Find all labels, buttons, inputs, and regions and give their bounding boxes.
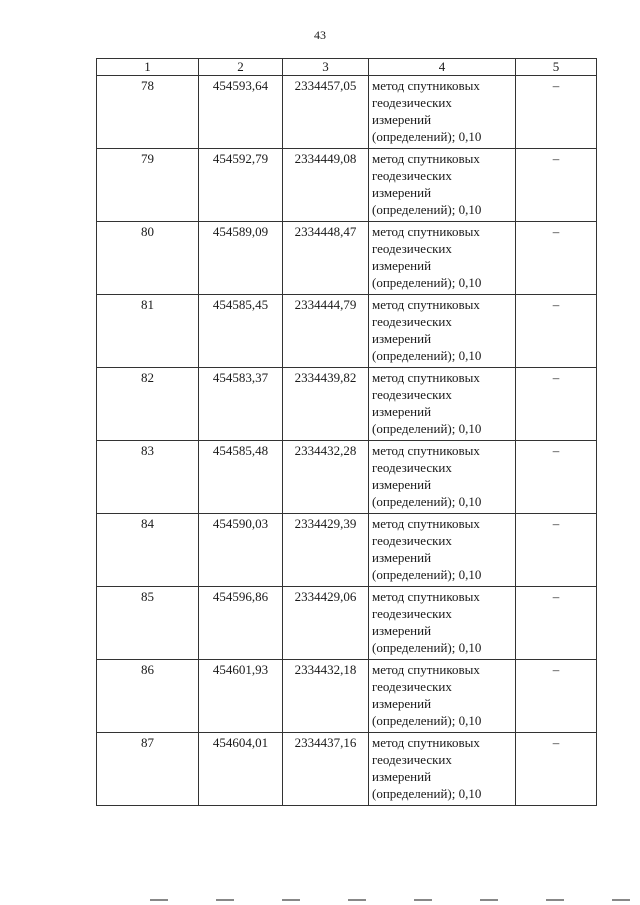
- method-line: (определений); 0,10: [372, 640, 482, 655]
- point-number: 80: [97, 222, 199, 295]
- coordinate-x: 454585,45: [199, 295, 283, 368]
- coordinate-x: 454592,79: [199, 149, 283, 222]
- method-line: измерений: [372, 769, 432, 784]
- table-body: [97, 76, 597, 806]
- method-line: (определений); 0,10: [372, 129, 482, 144]
- table-row: [97, 368, 597, 441]
- method-line: метод спутниковых: [372, 224, 480, 239]
- table-row: [97, 660, 597, 733]
- coordinate-x: 454604,01: [199, 733, 283, 806]
- table-row: [97, 441, 597, 514]
- method-line: измерений: [372, 696, 432, 711]
- column-header-4: 4: [369, 59, 516, 76]
- method-line: геодезических: [372, 241, 452, 256]
- edge-mark: [414, 899, 432, 901]
- method-line: геодезических: [372, 679, 452, 694]
- method-line: метод спутниковых: [372, 589, 480, 604]
- table-row: [97, 222, 597, 295]
- edge-mark: [546, 899, 564, 901]
- coordinate-y: 2334449,08: [283, 149, 369, 222]
- method-line: измерений: [372, 258, 432, 273]
- note-dash: –: [516, 733, 597, 806]
- method-line: (определений); 0,10: [372, 202, 482, 217]
- edge-mark: [150, 899, 168, 901]
- coordinate-y: 2334448,47: [283, 222, 369, 295]
- method-line: метод спутниковых: [372, 662, 480, 677]
- method-line: геодезических: [372, 95, 452, 110]
- method-description: [369, 514, 516, 587]
- column-header-1: 1: [97, 59, 199, 76]
- page-number: 43: [314, 28, 326, 42]
- method-description: [369, 295, 516, 368]
- point-number: 82: [97, 368, 199, 441]
- method-line: геодезических: [372, 168, 452, 183]
- edge-mark: [612, 899, 630, 901]
- table-row: [97, 76, 597, 149]
- method-line: измерений: [372, 404, 432, 419]
- coordinate-y: 2334432,18: [283, 660, 369, 733]
- method-description: [369, 222, 516, 295]
- method-line: метод спутниковых: [372, 443, 480, 458]
- coordinate-y: 2334444,79: [283, 295, 369, 368]
- edge-mark: [348, 899, 366, 901]
- method-line: метод спутниковых: [372, 370, 480, 385]
- method-line: геодезических: [372, 460, 452, 475]
- method-line: измерений: [372, 185, 432, 200]
- coordinate-x: 454589,09: [199, 222, 283, 295]
- note-dash: –: [516, 76, 597, 149]
- method-line: измерений: [372, 550, 432, 565]
- coordinate-y: 2334429,06: [283, 587, 369, 660]
- method-line: измерений: [372, 112, 432, 127]
- point-number: 79: [97, 149, 199, 222]
- method-description: [369, 441, 516, 514]
- note-dash: –: [516, 149, 597, 222]
- note-dash: –: [516, 295, 597, 368]
- table-header: [97, 59, 597, 76]
- column-header-2: 2: [199, 59, 283, 76]
- method-line: (определений); 0,10: [372, 348, 482, 363]
- method-description: [369, 587, 516, 660]
- coordinate-x: 454590,03: [199, 514, 283, 587]
- note-dash: –: [516, 514, 597, 587]
- method-line: метод спутниковых: [372, 78, 480, 93]
- method-line: геодезических: [372, 387, 452, 402]
- method-line: геодезических: [372, 533, 452, 548]
- coordinates-table: [96, 58, 597, 806]
- note-dash: –: [516, 587, 597, 660]
- method-description: [369, 149, 516, 222]
- note-dash: –: [516, 222, 597, 295]
- point-number: 81: [97, 295, 199, 368]
- method-line: (определений); 0,10: [372, 275, 482, 290]
- coordinate-y: 2334439,82: [283, 368, 369, 441]
- point-number: 83: [97, 441, 199, 514]
- point-number: 86: [97, 660, 199, 733]
- point-number: 84: [97, 514, 199, 587]
- point-number: 87: [97, 733, 199, 806]
- method-line: метод спутниковых: [372, 735, 480, 750]
- table-row: [97, 149, 597, 222]
- note-dash: –: [516, 368, 597, 441]
- coordinate-y: 2334429,39: [283, 514, 369, 587]
- column-header-3: 3: [283, 59, 369, 76]
- coordinate-x: 454585,48: [199, 441, 283, 514]
- method-line: геодезических: [372, 606, 452, 621]
- table-row: [97, 295, 597, 368]
- method-line: (определений); 0,10: [372, 713, 482, 728]
- method-description: [369, 76, 516, 149]
- coordinate-y: 2334432,28: [283, 441, 369, 514]
- coordinate-x: 454583,37: [199, 368, 283, 441]
- method-line: (определений); 0,10: [372, 786, 482, 801]
- coordinate-x: 454596,86: [199, 587, 283, 660]
- coordinate-y: 2334437,16: [283, 733, 369, 806]
- method-line: (определений); 0,10: [372, 421, 482, 436]
- coordinate-y: 2334457,05: [283, 76, 369, 149]
- table-row: [97, 733, 597, 806]
- method-line: измерений: [372, 331, 432, 346]
- page-bottom-edge-marks: [150, 899, 630, 903]
- edge-mark: [480, 899, 498, 901]
- note-dash: –: [516, 441, 597, 514]
- method-line: метод спутниковых: [372, 297, 480, 312]
- method-line: (определений); 0,10: [372, 567, 482, 582]
- column-header-5: 5: [516, 59, 597, 76]
- table-row: [97, 587, 597, 660]
- method-line: метод спутниковых: [372, 516, 480, 531]
- method-description: [369, 368, 516, 441]
- method-line: метод спутниковых: [372, 151, 480, 166]
- point-number: 85: [97, 587, 199, 660]
- note-dash: –: [516, 660, 597, 733]
- table-row: [97, 514, 597, 587]
- method-line: измерений: [372, 623, 432, 638]
- method-line: (определений); 0,10: [372, 494, 482, 509]
- method-line: измерений: [372, 477, 432, 492]
- method-line: геодезических: [372, 314, 452, 329]
- edge-mark: [282, 899, 300, 901]
- point-number: 78: [97, 76, 199, 149]
- edge-mark: [216, 899, 234, 901]
- method-line: геодезических: [372, 752, 452, 767]
- method-description: [369, 660, 516, 733]
- coordinate-x: 454593,64: [199, 76, 283, 149]
- header-row: [97, 59, 597, 76]
- coordinate-x: 454601,93: [199, 660, 283, 733]
- method-description: [369, 733, 516, 806]
